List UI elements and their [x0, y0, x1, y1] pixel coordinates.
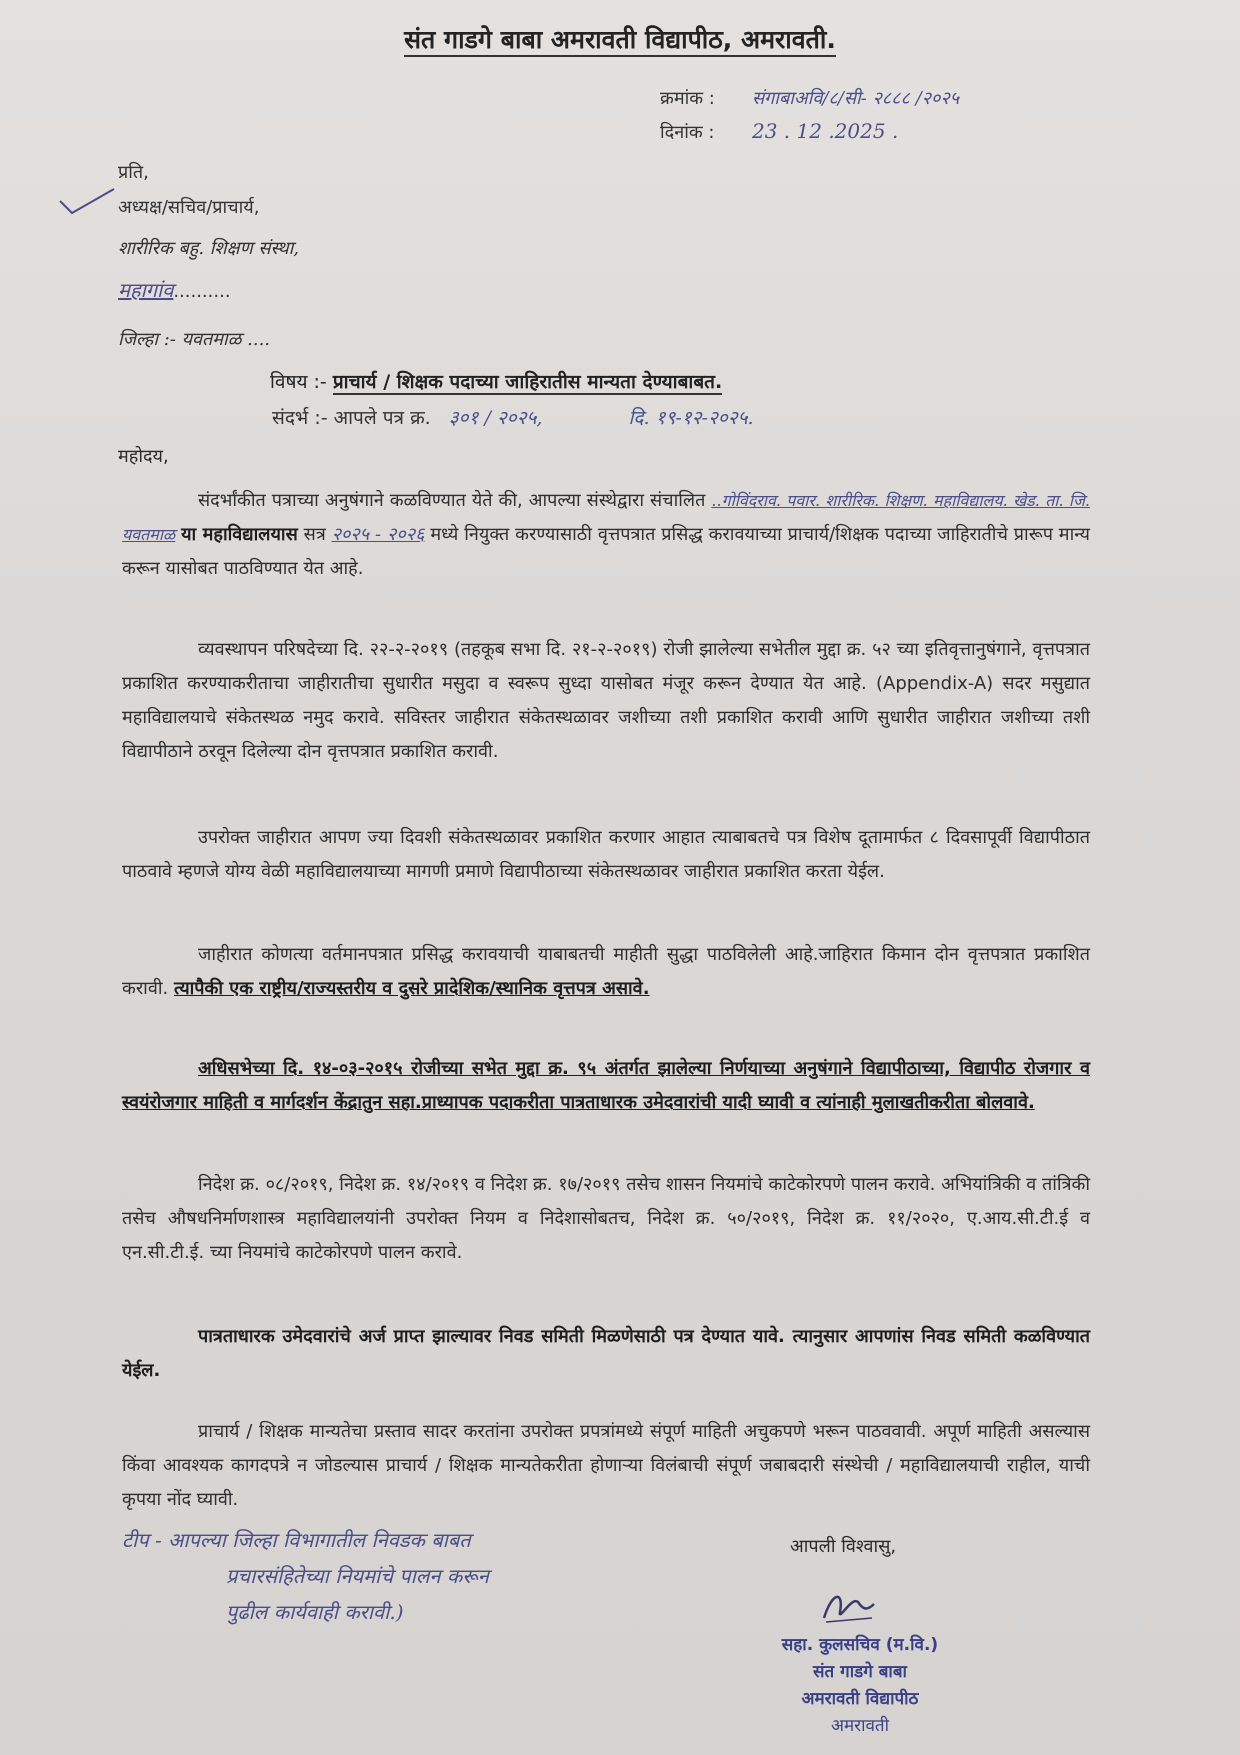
- paragraph-1-text-b: या महाविद्यालयास: [181, 524, 298, 545]
- paragraph-1-text-d: मध्ये नियुक्त करण्यासाठी वृत्तपत्रात प्रसिद्ध करावयाच्या प्राचार्य/शिक्षक पदाच्या जाहिरातीचे प्रारूप मान्य करून यासोबत पाठविण्यात येत आहे.: [122, 524, 1090, 579]
- paragraph-1: [122, 484, 1090, 586]
- paragraph-8: प्राचार्य / शिक्षक मान्यतेचा प्रस्ताव सादर करतांना उपरोक्त प्रपत्रांमध्ये संपूर्ण माहिती अचुकपणे भरून पाठववावी. अपूर्ण माहिती असल्यास किंवा आवश्यक कागदपत्रे न जोडल्यास प्राचार्य / शिक्षक मान्यतेकरीता होणाऱ्या विलंबाची संपूर्ण जबाबदारी संस्थेची / महाविद्यालयाची राहील, याची कृपया नोंद घ्यावी.: [122, 1421, 1090, 1510]
- paragraph-1-text-c: सत्र: [303, 524, 326, 545]
- reference-block: [660, 82, 959, 149]
- paragraph-4-text-a: जाहीरात कोणत्या वर्तमानपत्रात प्रसिद्ध करावयाची याबाबतची माहीती सुद्धा पाठविलेली आहे.जाहिरात किमान दोन वृत्तपत्रात प्रकाशित करावी.: [122, 944, 1090, 999]
- salutation: महोदय,: [118, 446, 169, 467]
- paragraph-2: व्यवस्थापन परिषदेच्या दि. २२-२-२०१९ (तहकूब सभा दि. २१-२-२०१९) रोजी झालेल्या सभेतील मुद्दा क्र. ५२ च्या इतिवृत्तानुषंगाने, वृत्तपत्रात प्रकाशित करण्याकरीताचा जाहीरातीचा सुधारीत मसुदा व स्वरूप सुध्दा यासोबत मंजूर करून देण्यात येत आहे. (Appendix-A) सदर मसुद्यात महाविद्यालयाचे संकेतस्थळ नमुद करावे. सविस्तर जाहीरात संकेतस्थळावर जशीच्या तशी प्रकाशित करावी आणि सुधारीत जाहीरात जशीच्या तशी विद्यापीठाने ठरवून दिलेल्या दोन वृत्तपत्रात प्रकाशित करावी.: [122, 639, 1090, 762]
- paragraph-4-text-b: त्यापैकी एक राष्ट्रीय/राज्यस्तरीय व दुसरे प्रादेशिक/स्थानिक वृत्तपत्र असावे.: [173, 978, 650, 999]
- paragraph-3: उपरोक्त जाहीरात आपण ज्या दिवशी संकेतस्थळावर प्रकाशित करणार आहात त्याबाबतचे पत्र विशेष दूतामार्फत ८ दिवसापूर्वी विद्यापीठात पाठवावे म्हणजे योग्य वेळी महाविद्यालयाच्या मागणी प्रमाणे विद्यापीठाच्या संकेतस्थळावर जाहीरात प्रकाशित करता येईल.: [122, 827, 1090, 882]
- subject-text: प्राचार्य / शिक्षक पदाच्या जाहिरातीस मान्यता देण्याबाबत.: [332, 371, 723, 393]
- checkmark-icon: [58, 187, 118, 217]
- date-row: [660, 115, 959, 149]
- address-place-dots: ..........: [173, 281, 231, 302]
- handwritten-note-line-3: पुढील कार्यवाही करावी.): [226, 1600, 404, 1624]
- reference-number-value: संगाबाअवि/८/सी- २८८८ /२०२५: [752, 88, 960, 109]
- paragraph-1-text-a: संदर्भांकीत पत्राच्या अनुषंगाने कळविण्यात येते की, आपल्या संस्थेद्वारा संचालित: [198, 490, 706, 511]
- address-institution: शारीरिक बहु. शिक्षण संस्था,: [118, 238, 300, 259]
- address-place-row: [118, 276, 231, 303]
- university-title: [0, 22, 1240, 56]
- reference-letter-number: ३०१ / २०२५,: [448, 407, 543, 429]
- signatory-stamp: [760, 1632, 960, 1740]
- paragraph-4: [122, 938, 1090, 1006]
- signature-icon: [818, 1582, 878, 1626]
- closing-text: आपली विश्वासु,: [790, 1536, 897, 1557]
- address-district: जिल्हा :- यवतमाळ ....: [118, 329, 271, 350]
- signatory-org-1: संत गाडगे बाबा: [813, 1662, 907, 1682]
- address-to: प्रति,: [118, 162, 149, 183]
- college-name: ..गोविंदराव. पवार. शारीरिक. शिक्षण. महाविद्यालय. खेड. ता. जि. यवतमाळ: [122, 491, 1090, 544]
- signatory-city: अमरावती: [830, 1716, 890, 1736]
- reference-letter-date: दि. १९-१२-२०२५.: [628, 407, 754, 429]
- subject-label: विषय :-: [270, 371, 327, 393]
- signatory-org-2: अमरावती विद्यापीठ: [801, 1689, 919, 1709]
- paragraph-5: अधिसभेच्या दि. १४-०३-२०१५ रोजीच्या सभेत मुद्दा क्र. ९५ अंतर्गत झालेल्या निर्णयाच्या अनुषंगाने विद्यापीठाच्या, विद्यापीठ रोजगार व स्वयंरोजगार माहिती व मार्गदर्शन केंद्रातुन सहा.प्राध्यापक पदाकरीता पात्रताधारक उमेदवारांची यादी घ्यावी व त्यांनाही मुलाखतीकरीता बोलवावे.: [122, 1058, 1090, 1113]
- signatory-designation: सहा. कुलसचिव (म.वि.): [781, 1635, 939, 1655]
- paragraph-6: निदेश क्र. ०८/२०१९, निदेश क्र. १४/२०१९ व निदेश क्र. १७/२०१९ तसेच शासन नियमांचे काटेकोरपणे पालन करावे. अभियांत्रिकी व तांत्रिकी तसेच औषधनिर्माणशास्त्र महाविद्यालयांनी उपरोक्त नियम व निदेशासोबतच, निदेश क्र. ५०/२०१९, निदेश क्र. ११/२०२०, ए.आय.सी.टी.ई व एन.सी.टी.ई. च्या नियमांचे काटेकोरपणे पालन करावे.: [122, 1174, 1090, 1263]
- handwritten-note-line-1: टीप - आपल्या जिल्हा विभागातील निवडक बाबत: [122, 1528, 471, 1552]
- reference-label: संदर्भ :- आपले पत्र क्र.: [272, 407, 431, 429]
- date-value: 23 . 12 .2025 .: [752, 119, 899, 143]
- date-label: दिनांक :: [660, 122, 715, 143]
- subject-line: [270, 368, 722, 394]
- address-place: महागांव: [118, 278, 174, 302]
- address-designation: अध्यक्ष/सचिव/प्राचार्य,: [118, 197, 260, 218]
- reference-line: [272, 404, 754, 430]
- reference-number-row: [660, 82, 959, 115]
- paragraph-7: पात्रताधारक उमेदवारांचे अर्ज प्राप्त झाल्यावर निवड समिती मिळणेसाठी पत्र देण्यात यावे. त्यानुसार आपणांस निवड समिती कळविण्यात येईल.: [122, 1326, 1090, 1381]
- reference-number-label: क्रमांक :: [660, 88, 715, 109]
- handwritten-note-line-2: प्रचारसंहितेच्या नियमांचे पालन करून: [226, 1564, 489, 1588]
- university-name: संत गाडगे बाबा अमरावती विद्यापीठ, अमरावती.: [404, 25, 836, 57]
- session-value: २०२५ - २०२६: [331, 524, 425, 545]
